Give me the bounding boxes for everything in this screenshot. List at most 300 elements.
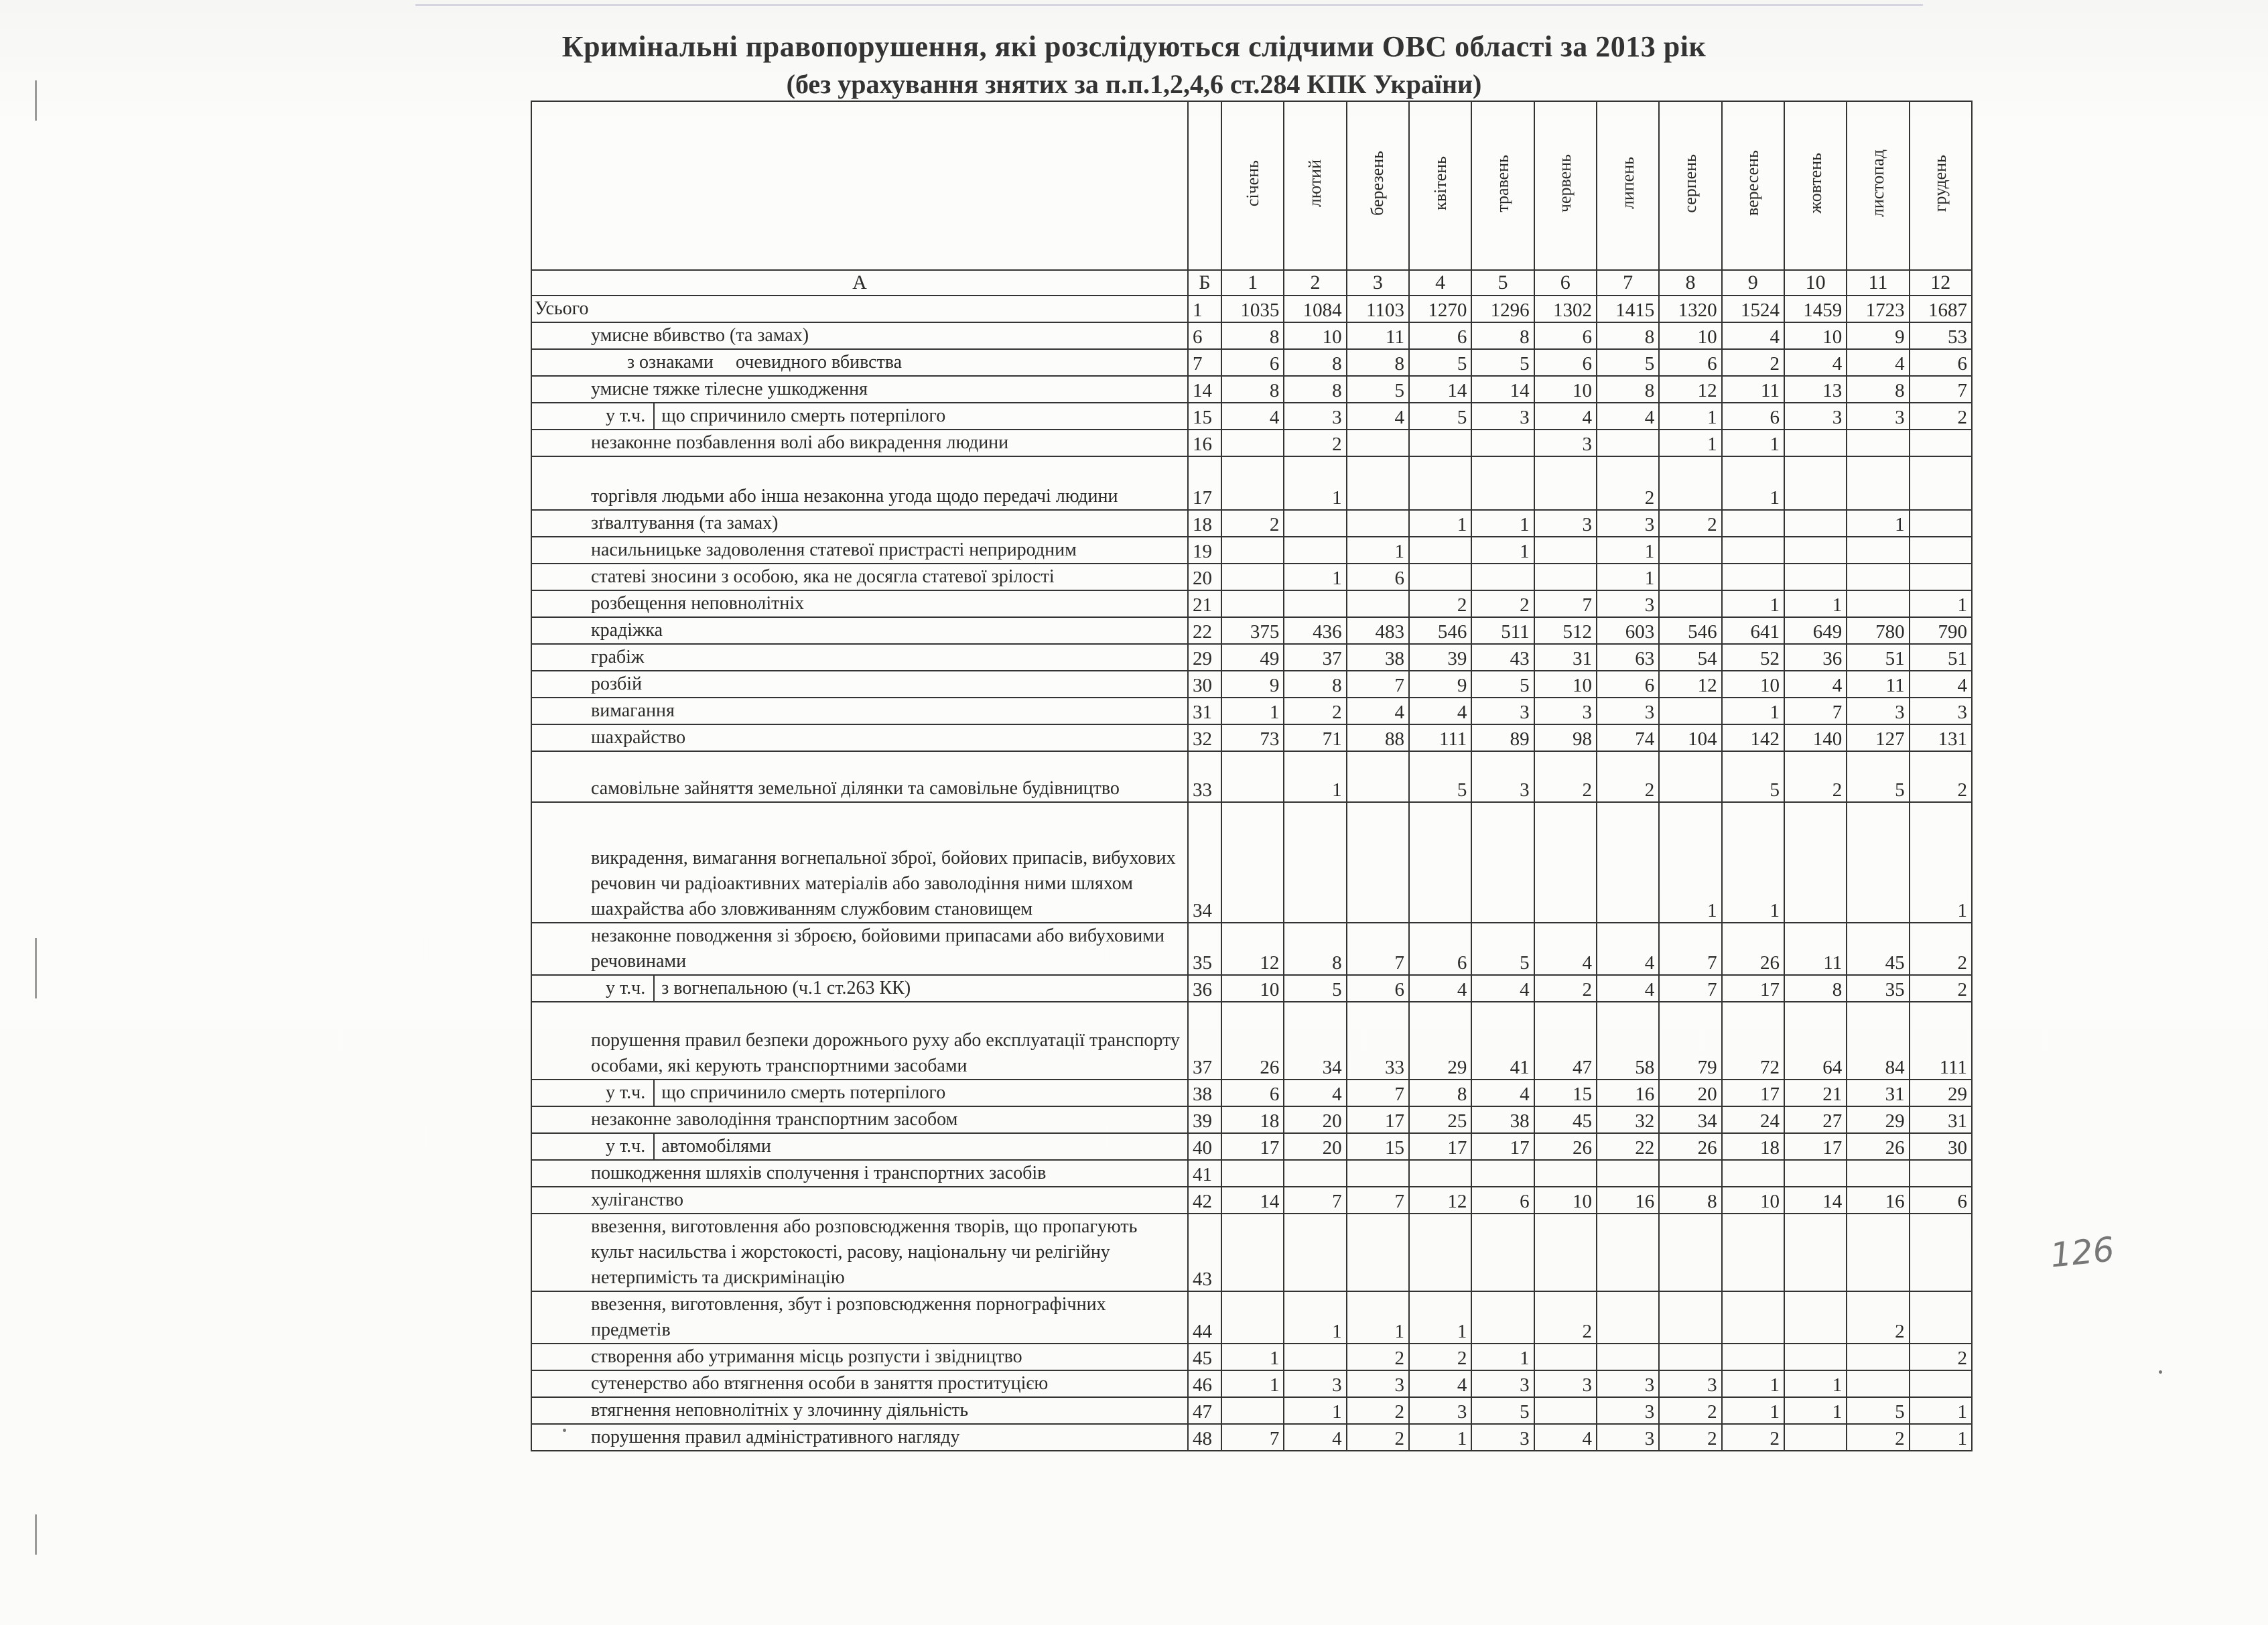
value-cell: 1 <box>1284 1397 1346 1424</box>
value-cell: 10 <box>1534 1187 1597 1214</box>
value-cell: 14 <box>1221 1187 1284 1214</box>
value-cell: 1 <box>1409 1291 1471 1344</box>
value-cell <box>1784 537 1847 564</box>
value-cell: 7 <box>1659 975 1721 1002</box>
value-cell: 1 <box>1221 1344 1284 1370</box>
value-cell: 9 <box>1847 322 1909 349</box>
value-cell: 10 <box>1722 1187 1784 1214</box>
value-cell: 8 <box>1597 322 1659 349</box>
row-label: незаконне заволодіння транспортним засобом <box>591 1109 958 1130</box>
row-label-cell <box>531 403 1188 430</box>
value-cell: 3 <box>1847 698 1909 724</box>
table-row <box>531 617 1972 644</box>
month-header: вересень <box>1722 101 1784 270</box>
row-label: хуліганство <box>591 1189 684 1210</box>
handwritten-page-number: 126 <box>2048 1230 2117 1275</box>
row-label: створення або утримання місць розпусти і звідництво <box>591 1346 1022 1367</box>
row-label: розбій <box>591 673 643 694</box>
value-cell: 11 <box>1847 671 1909 698</box>
table-row <box>531 376 1972 403</box>
value-cell: 5 <box>1847 751 1909 802</box>
row-label: ввезення, виготовлення, збут і розповсюдження порнографічних предметів <box>591 1294 1106 1340</box>
value-cell: 2 <box>1910 923 1972 975</box>
value-cell: 26 <box>1221 1002 1284 1080</box>
table-row <box>531 1002 1972 1080</box>
value-cell: 1 <box>1471 1344 1534 1370</box>
value-cell <box>1471 1160 1534 1187</box>
value-cell: 98 <box>1534 724 1597 751</box>
value-cell: 4 <box>1534 403 1597 430</box>
value-cell: 1 <box>1284 564 1346 590</box>
row-code: 14 <box>1188 376 1221 403</box>
value-cell: 1 <box>1722 590 1784 617</box>
value-cell: 14 <box>1784 1187 1847 1214</box>
value-cell: 111 <box>1910 1002 1972 1080</box>
value-cell <box>1471 564 1534 590</box>
value-cell: 39 <box>1409 644 1471 671</box>
row-label-cell <box>531 617 1188 644</box>
value-cell: 131 <box>1910 724 1972 751</box>
value-cell: 8 <box>1471 322 1534 349</box>
value-cell <box>1597 802 1659 923</box>
value-cell: 3 <box>1597 510 1659 537</box>
row-label: незаконне поводження зі зброєю, бойовими припасами або вибуховими речовинами <box>591 925 1164 972</box>
value-cell: 2 <box>1347 1344 1409 1370</box>
row-label-cell <box>531 564 1188 590</box>
row-label: шахрайство <box>591 727 686 748</box>
value-cell: 10 <box>1534 376 1597 403</box>
table-row <box>531 698 1972 724</box>
row-code: 7 <box>1188 349 1221 376</box>
value-cell: 2 <box>1910 751 1972 802</box>
value-cell: 1415 <box>1597 296 1659 322</box>
table-body <box>531 296 1972 1451</box>
value-cell <box>1847 1160 1909 1187</box>
value-cell: 780 <box>1847 617 1909 644</box>
value-cell: 1 <box>1784 1370 1847 1397</box>
value-cell: 6 <box>1347 975 1409 1002</box>
header-blank-a <box>531 101 1188 270</box>
value-cell <box>1221 1214 1284 1291</box>
value-cell: 603 <box>1597 617 1659 644</box>
value-cell: 1 <box>1910 1424 1972 1451</box>
value-cell: 6 <box>1597 671 1659 698</box>
row-label-cell <box>531 510 1188 537</box>
value-cell: 8 <box>1221 322 1284 349</box>
row-label: грабіж <box>591 647 645 667</box>
value-cell: 17 <box>1471 1133 1534 1160</box>
scan-streak <box>415 4 1923 6</box>
value-cell: 18 <box>1221 1106 1284 1133</box>
row-code: 22 <box>1188 617 1221 644</box>
value-cell <box>1409 537 1471 564</box>
value-cell: 8 <box>1284 923 1346 975</box>
value-cell: 8 <box>1284 376 1346 403</box>
row-code: 40 <box>1188 1133 1221 1160</box>
value-cell <box>1284 510 1346 537</box>
value-cell: 52 <box>1722 644 1784 671</box>
value-cell <box>1910 537 1972 564</box>
value-cell <box>1597 1344 1659 1370</box>
month-header-row <box>531 101 1972 270</box>
value-cell: 2 <box>1284 430 1346 456</box>
row-label-cell <box>531 1344 1188 1370</box>
value-cell: 7 <box>1347 1187 1409 1214</box>
value-cell: 10 <box>1534 671 1597 698</box>
value-cell: 2 <box>1910 975 1972 1002</box>
value-cell: 17 <box>1221 1133 1284 1160</box>
value-cell: 3 <box>1597 590 1659 617</box>
value-cell: 12 <box>1409 1187 1471 1214</box>
value-cell: 1296 <box>1471 296 1534 322</box>
value-cell: 17 <box>1409 1133 1471 1160</box>
column-number: 9 <box>1722 270 1784 296</box>
value-cell: 641 <box>1722 617 1784 644</box>
value-cell: 3 <box>1284 1370 1346 1397</box>
value-cell <box>1659 751 1721 802</box>
value-cell: 64 <box>1784 1002 1847 1080</box>
value-cell: 58 <box>1597 1002 1659 1080</box>
value-cell: 5 <box>1597 349 1659 376</box>
value-cell: 11 <box>1722 376 1784 403</box>
value-cell: 1 <box>1910 590 1972 617</box>
value-cell: 51 <box>1847 644 1909 671</box>
value-cell: 1 <box>1597 537 1659 564</box>
value-cell: 1 <box>1471 510 1534 537</box>
value-cell: 10 <box>1784 322 1847 349</box>
value-cell: 3 <box>1597 1397 1659 1424</box>
value-cell: 84 <box>1847 1002 1909 1080</box>
row-label: насильницьке задоволення статевої пристрасті неприродним <box>591 539 1077 560</box>
value-cell: 5 <box>1722 751 1784 802</box>
value-cell: 4 <box>1722 322 1784 349</box>
value-cell: 3 <box>1284 403 1346 430</box>
row-label: зґвалтування (та замах) <box>591 513 779 533</box>
document-subtitle: (без урахування знятих за п.п.1,2,4,6 ст.284 КПК України) <box>786 69 1482 99</box>
value-cell <box>1221 564 1284 590</box>
row-label-cell <box>531 1133 1188 1160</box>
value-cell: 26 <box>1722 923 1784 975</box>
value-cell: 127 <box>1847 724 1909 751</box>
value-cell <box>1659 698 1721 724</box>
value-cell: 4 <box>1784 671 1847 698</box>
value-cell: 104 <box>1659 724 1721 751</box>
row-label: викрадення, вимагання вогнепальної зброї, бойових припасів, вибухових речовин чи радіоактивних матеріалів або заволодіння ними шляхом шахрайства або зловживанням службовим становищем <box>591 848 1176 919</box>
value-cell: 8 <box>1409 1080 1471 1106</box>
value-cell: 4 <box>1409 698 1471 724</box>
value-cell <box>1221 590 1284 617</box>
row-label: статеві зносини з особою, яка не досягла статевої зрілості <box>591 566 1055 587</box>
value-cell: 1 <box>1722 698 1784 724</box>
value-cell: 26 <box>1847 1133 1909 1160</box>
row-label: що спричинило смерть потерпілого <box>661 405 946 426</box>
column-number: 11 <box>1847 270 1909 296</box>
value-cell: 546 <box>1659 617 1721 644</box>
value-cell <box>1659 1160 1721 1187</box>
value-cell: 11 <box>1347 322 1409 349</box>
value-cell: 1 <box>1284 456 1346 510</box>
value-cell: 8 <box>1597 376 1659 403</box>
value-cell: 63 <box>1597 644 1659 671</box>
value-cell <box>1847 1370 1909 1397</box>
value-cell: 43 <box>1471 644 1534 671</box>
value-cell <box>1597 1214 1659 1291</box>
value-cell: 3 <box>1471 1424 1534 1451</box>
column-a-label: А <box>531 270 1188 296</box>
table-row <box>531 1133 1972 1160</box>
value-cell: 8 <box>1847 376 1909 403</box>
document-title: Кримінальні правопорушення, які розслідуються слідчими ОВС області за 2013 рік <box>561 30 1707 63</box>
row-label: Усього <box>535 298 589 319</box>
row-code: 6 <box>1188 322 1221 349</box>
row-label: незаконне позбавлення волі або викрадення людини <box>591 432 1009 453</box>
value-cell <box>1221 537 1284 564</box>
row-label-cell <box>531 671 1188 698</box>
value-cell <box>1847 564 1909 590</box>
value-cell <box>1534 537 1597 564</box>
value-cell <box>1784 802 1847 923</box>
row-label: порушення правил безпеки дорожнього руху або експлуатації транспорту особами, які керують транспортними засобами <box>591 1030 1180 1076</box>
value-cell: 4 <box>1784 349 1847 376</box>
value-cell: 5 <box>1471 1397 1534 1424</box>
row-label: сутенерство або втягнення особи в заняття проституцією <box>591 1373 1049 1394</box>
row-code: 42 <box>1188 1187 1221 1214</box>
value-cell <box>1534 456 1597 510</box>
value-cell <box>1910 430 1972 456</box>
value-cell: 1 <box>1659 802 1721 923</box>
value-cell: 1084 <box>1284 296 1346 322</box>
row-label-cell <box>531 1370 1188 1397</box>
value-cell: 2 <box>1910 403 1972 430</box>
value-cell: 5 <box>1409 349 1471 376</box>
value-cell <box>1534 1214 1597 1291</box>
value-cell: 1 <box>1284 1291 1346 1344</box>
value-cell: 1 <box>1659 430 1721 456</box>
value-cell: 4 <box>1597 923 1659 975</box>
table-row <box>531 1424 1972 1451</box>
row-label-cell <box>531 349 1188 376</box>
value-cell: 6 <box>1347 564 1409 590</box>
value-cell: 5 <box>1471 671 1534 698</box>
value-cell <box>1284 1214 1346 1291</box>
row-code: 48 <box>1188 1424 1221 1451</box>
row-label-cell <box>531 1291 1188 1344</box>
value-cell <box>1784 1424 1847 1451</box>
row-label: автомобілями <box>661 1136 771 1157</box>
value-cell: 1 <box>1221 1370 1284 1397</box>
value-cell <box>1910 1370 1972 1397</box>
value-cell: 10 <box>1722 671 1784 698</box>
row-label: втягнення неповнолітніх у злочинну діяльність <box>591 1400 969 1421</box>
table-row <box>531 456 1972 510</box>
value-cell: 3 <box>1597 1424 1659 1451</box>
value-cell: 11 <box>1784 923 1847 975</box>
row-code: 19 <box>1188 537 1221 564</box>
column-number: 3 <box>1347 270 1409 296</box>
row-label-cell <box>531 376 1188 403</box>
value-cell: 5 <box>1409 751 1471 802</box>
row-prefix: у т.ч. <box>587 976 655 1001</box>
column-number: 10 <box>1784 270 1847 296</box>
value-cell: 436 <box>1284 617 1346 644</box>
value-cell: 17 <box>1722 975 1784 1002</box>
table-row <box>531 671 1972 698</box>
value-cell <box>1347 456 1409 510</box>
value-cell: 30 <box>1910 1133 1972 1160</box>
row-label: очевидного вбивства <box>736 352 903 373</box>
value-cell: 7 <box>1221 1424 1284 1451</box>
value-cell: 1302 <box>1534 296 1597 322</box>
value-cell: 6 <box>1534 322 1597 349</box>
value-cell: 6 <box>1409 322 1471 349</box>
table-row <box>531 644 1972 671</box>
value-cell: 4 <box>1409 975 1471 1002</box>
value-cell: 3 <box>1409 1397 1471 1424</box>
value-cell <box>1284 1160 1346 1187</box>
row-label-cell <box>531 430 1188 456</box>
value-cell <box>1847 802 1909 923</box>
value-cell: 3 <box>1597 698 1659 724</box>
value-cell <box>1722 1160 1784 1187</box>
value-cell <box>1847 456 1909 510</box>
column-number: 12 <box>1910 270 1972 296</box>
value-cell: 7 <box>1659 923 1721 975</box>
value-cell: 71 <box>1284 724 1346 751</box>
table-row <box>531 1291 1972 1344</box>
value-cell: 1 <box>1722 1397 1784 1424</box>
value-cell: 1 <box>1284 751 1346 802</box>
value-cell: 2 <box>1910 1344 1972 1370</box>
row-code: 36 <box>1188 975 1221 1002</box>
table-row <box>531 296 1972 322</box>
month-header: листопад <box>1847 101 1909 270</box>
row-code: 39 <box>1188 1106 1221 1133</box>
row-label: з вогнепальною (ч.1 ст.263 КК) <box>661 978 911 998</box>
value-cell: 34 <box>1659 1106 1721 1133</box>
row-code: 1 <box>1188 296 1221 322</box>
value-cell: 2 <box>1347 1424 1409 1451</box>
value-cell: 35 <box>1847 975 1909 1002</box>
value-cell: 2 <box>1722 1424 1784 1451</box>
value-cell: 26 <box>1534 1133 1597 1160</box>
value-cell: 17 <box>1784 1133 1847 1160</box>
value-cell: 34 <box>1284 1002 1346 1080</box>
row-code: 18 <box>1188 510 1221 537</box>
value-cell: 2 <box>1597 456 1659 510</box>
value-cell: 5 <box>1471 923 1534 975</box>
value-cell: 24 <box>1722 1106 1784 1133</box>
value-cell <box>1847 537 1909 564</box>
value-cell: 7 <box>1910 376 1972 403</box>
table-row <box>531 1106 1972 1133</box>
value-cell: 33 <box>1347 1002 1409 1080</box>
value-cell <box>1409 802 1471 923</box>
table-row <box>531 1080 1972 1106</box>
value-cell: 74 <box>1597 724 1659 751</box>
value-cell: 88 <box>1347 724 1409 751</box>
value-cell: 15 <box>1347 1133 1409 1160</box>
value-cell: 53 <box>1910 322 1972 349</box>
row-label-cell <box>531 923 1188 975</box>
value-cell: 3 <box>1910 698 1972 724</box>
value-cell: 1 <box>1910 1397 1972 1424</box>
value-cell: 1 <box>1722 430 1784 456</box>
value-cell: 2 <box>1659 1397 1721 1424</box>
value-cell: 2 <box>1847 1291 1909 1344</box>
value-cell: 14 <box>1471 376 1534 403</box>
row-code: 17 <box>1188 456 1221 510</box>
value-cell: 29 <box>1409 1002 1471 1080</box>
value-cell: 6 <box>1221 349 1284 376</box>
value-cell: 2 <box>1597 751 1659 802</box>
table-row <box>531 975 1972 1002</box>
value-cell <box>1722 1214 1784 1291</box>
value-cell: 4 <box>1471 975 1534 1002</box>
value-cell: 89 <box>1471 724 1534 751</box>
value-cell <box>1409 564 1471 590</box>
column-b-label: Б <box>1188 270 1221 296</box>
value-cell: 6 <box>1409 923 1471 975</box>
value-cell: 4 <box>1347 698 1409 724</box>
value-cell: 3 <box>1597 1370 1659 1397</box>
row-code: 38 <box>1188 1080 1221 1106</box>
row-prefix: з ознаками <box>627 352 714 373</box>
value-cell: 45 <box>1847 923 1909 975</box>
value-cell: 72 <box>1722 1002 1784 1080</box>
value-cell: 2 <box>1347 1397 1409 1424</box>
value-cell: 8 <box>1659 1187 1721 1214</box>
table-row <box>531 1370 1972 1397</box>
value-cell: 7 <box>1347 923 1409 975</box>
value-cell: 4 <box>1471 1080 1534 1106</box>
table-row <box>531 403 1972 430</box>
value-cell <box>1597 1160 1659 1187</box>
row-label-cell <box>531 1080 1188 1106</box>
row-label-cell <box>531 724 1188 751</box>
row-label: ввезення, виготовлення або розповсюдження творів, що пропагують культ насильства і жорстокості, расову, національну чи релігійну нетерпимість та дискримінацію <box>591 1216 1138 1288</box>
value-cell: 38 <box>1347 644 1409 671</box>
table-row <box>531 430 1972 456</box>
value-cell <box>1221 1291 1284 1344</box>
row-label-cell <box>531 644 1188 671</box>
value-cell: 2 <box>1847 1424 1909 1451</box>
value-cell: 7 <box>1284 1187 1346 1214</box>
row-code: 44 <box>1188 1291 1221 1344</box>
value-cell <box>1910 510 1972 537</box>
value-cell <box>1221 751 1284 802</box>
value-cell: 1320 <box>1659 296 1721 322</box>
value-cell: 1 <box>1659 403 1721 430</box>
value-cell <box>1597 430 1659 456</box>
value-cell <box>1659 1291 1721 1344</box>
value-cell <box>1784 564 1847 590</box>
value-cell <box>1847 1214 1909 1291</box>
value-cell <box>1659 1344 1721 1370</box>
value-cell <box>1284 1344 1346 1370</box>
value-cell: 3 <box>1471 698 1534 724</box>
value-cell: 12 <box>1221 923 1284 975</box>
value-cell <box>1347 590 1409 617</box>
row-label-cell <box>531 698 1188 724</box>
row-code: 37 <box>1188 1002 1221 1080</box>
value-cell: 20 <box>1284 1106 1346 1133</box>
row-label: умисне вбивство (та замах) <box>591 325 809 346</box>
row-label-cell <box>531 1160 1188 1187</box>
value-cell: 1 <box>1784 1397 1847 1424</box>
row-prefix: у т.ч. <box>587 403 655 429</box>
value-cell: 13 <box>1784 376 1847 403</box>
value-cell: 20 <box>1659 1080 1721 1106</box>
